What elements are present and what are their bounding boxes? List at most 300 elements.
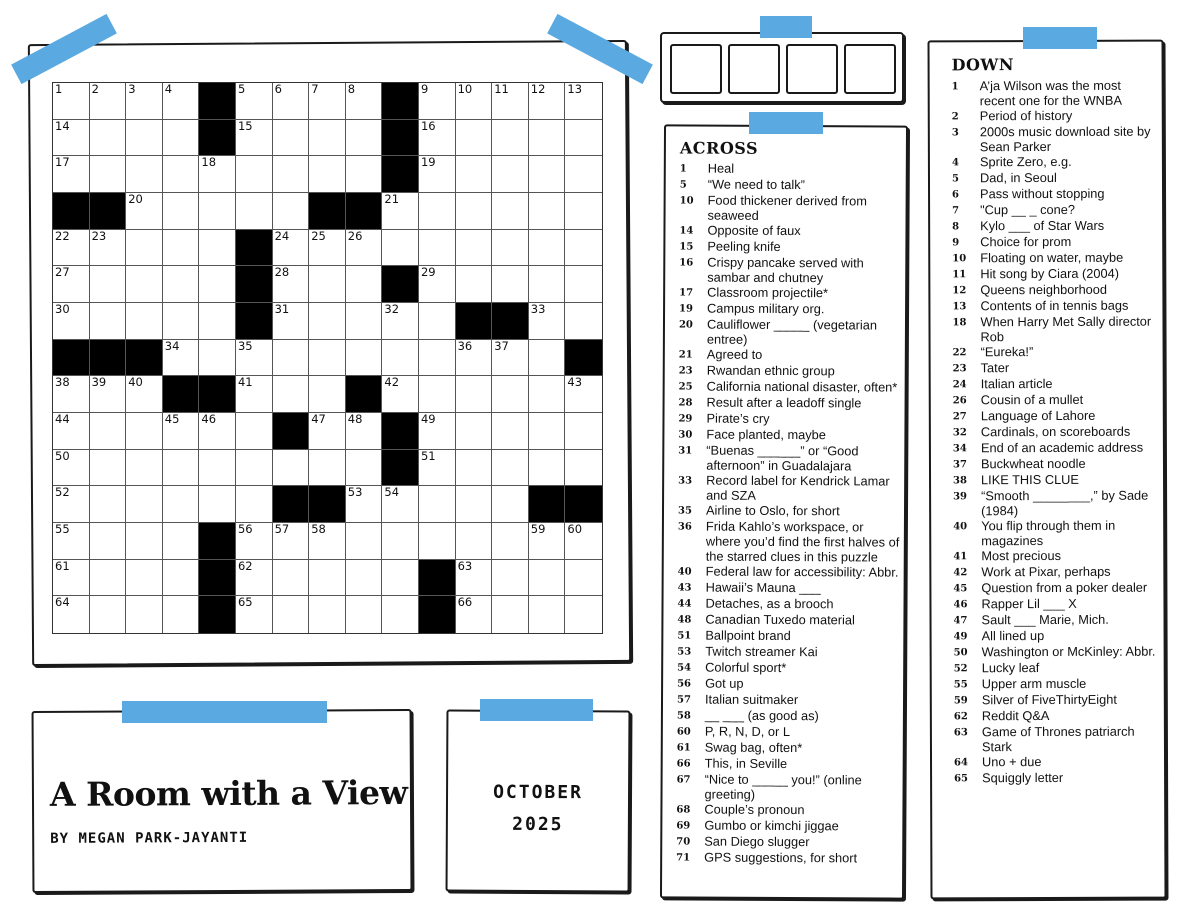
down-clue[interactable] xyxy=(953,564,1158,581)
grid-cell[interactable] xyxy=(163,83,200,120)
across-clue[interactable] xyxy=(678,563,900,580)
across-clue[interactable] xyxy=(679,362,901,379)
down-clue[interactable] xyxy=(954,724,1159,755)
grid-cell[interactable] xyxy=(529,193,566,230)
grid-cell[interactable] xyxy=(346,340,383,377)
grid-cell[interactable] xyxy=(90,230,127,267)
puzzle-byline: BY MEGAN PARK-JAYANTI xyxy=(50,829,249,847)
grid-cell[interactable] xyxy=(346,156,383,193)
grid-cell[interactable] xyxy=(236,156,273,193)
down-clue[interactable] xyxy=(953,408,1158,425)
down-clue[interactable] xyxy=(954,660,1159,677)
grid-cell[interactable] xyxy=(126,376,163,413)
grid-cell[interactable] xyxy=(90,596,127,633)
grid-cell[interactable] xyxy=(492,596,529,633)
grid-cell[interactable] xyxy=(309,450,346,487)
grid-cell[interactable] xyxy=(529,156,566,193)
down-clue[interactable] xyxy=(952,170,1157,187)
grid-cell[interactable] xyxy=(419,156,456,193)
grid-cell[interactable] xyxy=(163,120,200,157)
grid-cell[interactable] xyxy=(492,120,529,157)
grid-cell[interactable] xyxy=(529,303,566,340)
grid-cell[interactable] xyxy=(53,450,90,487)
down-clue-list xyxy=(952,78,1159,787)
grid-cell[interactable] xyxy=(309,303,346,340)
down-clue[interactable] xyxy=(954,770,1159,787)
grid-cell[interactable] xyxy=(53,560,90,597)
grid-cell[interactable] xyxy=(126,450,163,487)
grid-cell[interactable] xyxy=(346,303,383,340)
grid-cell[interactable] xyxy=(163,560,200,597)
grid-cell[interactable] xyxy=(529,376,566,413)
grid-cell[interactable] xyxy=(346,523,383,560)
grid-cell[interactable] xyxy=(273,523,310,560)
cell-number: 50 xyxy=(55,448,70,463)
down-clue[interactable] xyxy=(954,644,1159,661)
across-clue[interactable] xyxy=(680,176,902,193)
grid-cell[interactable] xyxy=(529,560,566,597)
across-clue[interactable] xyxy=(677,643,899,660)
cell-number: 56 xyxy=(237,522,253,536)
answer-box[interactable] xyxy=(670,44,722,94)
grid-cell[interactable] xyxy=(90,303,127,340)
across-clue[interactable] xyxy=(680,192,902,223)
grid-cell[interactable] xyxy=(419,450,456,487)
grid-cell[interactable] xyxy=(236,560,273,597)
grid-cell[interactable] xyxy=(163,450,200,487)
grid-cell[interactable] xyxy=(163,303,200,340)
grid-cell[interactable] xyxy=(456,486,493,523)
grid-cell[interactable] xyxy=(90,376,127,413)
grid-cell[interactable] xyxy=(529,120,566,157)
grid-cell[interactable] xyxy=(163,413,200,450)
clue-text: P, R, N, D, or L xyxy=(704,723,790,740)
grid-cell[interactable] xyxy=(273,120,310,157)
grid-cell[interactable] xyxy=(199,450,236,487)
across-clue[interactable] xyxy=(679,300,901,317)
down-clue[interactable] xyxy=(954,628,1159,645)
across-clue[interactable] xyxy=(677,723,899,740)
black-square xyxy=(90,193,127,230)
grid-cell[interactable] xyxy=(163,156,200,193)
grid-cell[interactable] xyxy=(163,596,200,633)
grid-cell[interactable] xyxy=(126,523,163,560)
across-clue[interactable] xyxy=(676,801,898,818)
grid-cell[interactable] xyxy=(126,413,163,450)
grid-cell[interactable] xyxy=(565,450,602,487)
grid-cell[interactable] xyxy=(309,413,346,450)
across-clue[interactable] xyxy=(678,442,900,473)
grid-cell[interactable] xyxy=(126,266,163,303)
grid-cell[interactable] xyxy=(346,450,383,487)
grid-cell[interactable] xyxy=(456,560,493,597)
grid-cell[interactable] xyxy=(163,523,200,560)
grid-cell[interactable] xyxy=(492,230,529,267)
grid-cell[interactable] xyxy=(309,340,346,377)
grid-cell[interactable] xyxy=(236,450,273,487)
across-clue[interactable] xyxy=(678,502,900,519)
grid-cell[interactable] xyxy=(126,193,163,230)
clue-text: Contents of in tennis bags xyxy=(980,297,1129,314)
down-clue[interactable] xyxy=(953,376,1158,393)
down-clue[interactable] xyxy=(952,124,1157,155)
grid-cell[interactable] xyxy=(492,156,529,193)
grid-cell[interactable] xyxy=(456,376,493,413)
grid-cell[interactable] xyxy=(382,560,419,597)
grid-cell[interactable] xyxy=(565,413,602,450)
grid-cell[interactable] xyxy=(126,303,163,340)
grid-cell[interactable] xyxy=(309,596,346,633)
grid-cell[interactable] xyxy=(419,193,456,230)
grid-cell[interactable] xyxy=(346,83,383,120)
across-clue[interactable] xyxy=(677,691,899,708)
grid-cell[interactable] xyxy=(529,83,566,120)
black-square xyxy=(346,376,383,413)
grid-cell[interactable] xyxy=(126,486,163,523)
grid-cell[interactable] xyxy=(126,596,163,633)
grid-cell[interactable] xyxy=(273,266,310,303)
grid-cell[interactable] xyxy=(90,486,127,523)
down-clue[interactable] xyxy=(952,266,1157,283)
grid-cell[interactable] xyxy=(456,266,493,303)
down-clue[interactable] xyxy=(954,692,1159,709)
grid-cell[interactable] xyxy=(236,193,273,230)
grid-cell[interactable] xyxy=(529,230,566,267)
cell-number: 36 xyxy=(457,338,473,353)
down-clue[interactable] xyxy=(952,154,1157,171)
grid-cell[interactable] xyxy=(419,266,456,303)
grid-cell[interactable] xyxy=(90,560,127,597)
grid-cell[interactable] xyxy=(565,193,602,230)
grid-cell[interactable] xyxy=(565,156,602,193)
grid-cell[interactable] xyxy=(382,486,419,523)
grid-cell[interactable] xyxy=(90,156,127,193)
grid-cell[interactable] xyxy=(492,193,529,230)
across-clue[interactable] xyxy=(677,611,899,628)
grid-cell[interactable] xyxy=(199,156,236,193)
grid-cell[interactable] xyxy=(309,560,346,597)
across-clue[interactable] xyxy=(678,410,900,427)
grid-cell[interactable] xyxy=(565,230,602,267)
across-clue[interactable] xyxy=(679,394,901,411)
grid-cell[interactable] xyxy=(126,120,163,157)
grid-cell[interactable] xyxy=(273,560,310,597)
grid-cell[interactable] xyxy=(382,303,419,340)
down-clue[interactable] xyxy=(953,518,1158,549)
clue-number: 35 xyxy=(677,505,692,517)
down-clue[interactable] xyxy=(953,612,1158,629)
grid-cell[interactable] xyxy=(273,230,310,267)
grid-cell[interactable] xyxy=(492,413,529,450)
grid-cell[interactable] xyxy=(53,596,90,633)
grid-cell[interactable] xyxy=(456,83,493,120)
date-month: OCTOBER xyxy=(493,781,584,804)
across-clue[interactable] xyxy=(677,739,899,756)
grid-cell[interactable] xyxy=(309,230,346,267)
grid-cell[interactable] xyxy=(492,83,529,120)
grid-cell[interactable] xyxy=(529,340,566,377)
across-clue[interactable] xyxy=(679,238,901,255)
grid-cell[interactable] xyxy=(53,376,90,413)
grid-cell[interactable] xyxy=(163,266,200,303)
grid-cell[interactable] xyxy=(529,450,566,487)
down-clue[interactable] xyxy=(953,548,1158,565)
grid-cell[interactable] xyxy=(456,450,493,487)
grid-cell[interactable] xyxy=(163,340,200,377)
grid-cell[interactable] xyxy=(382,523,419,560)
down-clue[interactable] xyxy=(954,676,1159,693)
grid-cell[interactable] xyxy=(53,523,90,560)
grid-cell[interactable] xyxy=(199,413,236,450)
across-clue[interactable] xyxy=(679,346,901,363)
clue-number: 64 xyxy=(954,757,968,769)
cell-number: 15 xyxy=(237,118,253,133)
grid-cell[interactable] xyxy=(309,120,346,157)
down-clue[interactable] xyxy=(952,186,1157,203)
grid-cell[interactable] xyxy=(346,413,383,450)
grid-cell[interactable] xyxy=(309,266,346,303)
grid-cell[interactable] xyxy=(309,376,346,413)
grid-cell[interactable] xyxy=(53,120,90,157)
grid-cell[interactable] xyxy=(53,230,90,267)
clue-text: Kylo ___ of Star Wars xyxy=(980,217,1105,234)
grid-cell[interactable] xyxy=(236,120,273,157)
grid-cell[interactable] xyxy=(53,156,90,193)
down-clue[interactable] xyxy=(952,108,1157,125)
down-clue[interactable] xyxy=(952,298,1157,315)
grid-cell[interactable] xyxy=(529,413,566,450)
grid-cell[interactable] xyxy=(492,340,529,377)
grid-cell[interactable] xyxy=(419,120,456,157)
grid-cell[interactable] xyxy=(565,376,602,413)
grid-cell[interactable] xyxy=(456,156,493,193)
grid-cell[interactable] xyxy=(529,266,566,303)
clue-number: 31 xyxy=(678,445,693,457)
grid-cell[interactable] xyxy=(565,523,602,560)
grid-cell[interactable] xyxy=(346,120,383,157)
down-clue[interactable] xyxy=(954,708,1159,725)
grid-cell[interactable] xyxy=(90,266,127,303)
cell-number: 49 xyxy=(420,412,436,426)
down-clue[interactable] xyxy=(952,234,1157,251)
down-clue[interactable] xyxy=(952,218,1157,235)
grid-cell[interactable] xyxy=(456,230,493,267)
tape-strip xyxy=(749,112,823,134)
answer-box[interactable] xyxy=(786,44,838,94)
grid-cell[interactable] xyxy=(53,486,90,523)
across-clue[interactable] xyxy=(676,817,898,834)
grid-cell[interactable] xyxy=(273,303,310,340)
grid-cell[interactable] xyxy=(273,450,310,487)
down-clue[interactable] xyxy=(953,424,1158,441)
grid-cell[interactable] xyxy=(309,156,346,193)
grid-cell[interactable] xyxy=(53,303,90,340)
cell-number: 48 xyxy=(347,412,363,426)
grid-cell[interactable] xyxy=(419,486,456,523)
grid-cell[interactable] xyxy=(529,523,566,560)
grid-cell[interactable] xyxy=(273,376,310,413)
grid-cell[interactable] xyxy=(53,413,90,450)
grid-cell[interactable] xyxy=(419,230,456,267)
down-clue[interactable] xyxy=(952,314,1157,345)
grid-cell[interactable] xyxy=(456,596,493,633)
grid-cell[interactable] xyxy=(346,560,383,597)
grid-cell[interactable] xyxy=(382,230,419,267)
across-clue[interactable] xyxy=(678,579,900,596)
grid-cell[interactable] xyxy=(53,266,90,303)
grid-cell[interactable] xyxy=(236,596,273,633)
grid-cell[interactable] xyxy=(456,120,493,157)
grid-cell[interactable] xyxy=(273,83,310,120)
grid-cell[interactable] xyxy=(236,83,273,120)
grid-cell[interactable] xyxy=(199,340,236,377)
grid-cell[interactable] xyxy=(273,596,310,633)
across-clue[interactable] xyxy=(677,627,899,644)
grid-cell[interactable] xyxy=(199,230,236,267)
grid-cell[interactable] xyxy=(492,450,529,487)
across-clue[interactable] xyxy=(679,378,901,395)
clue-text: Dad, in Seoul xyxy=(979,169,1057,186)
across-clue[interactable] xyxy=(676,771,898,802)
grid-cell[interactable] xyxy=(456,413,493,450)
across-clue[interactable] xyxy=(678,518,900,564)
grid-cell[interactable] xyxy=(456,523,493,560)
grid-cell[interactable] xyxy=(126,156,163,193)
grid-cell[interactable] xyxy=(565,303,602,340)
grid-cell[interactable] xyxy=(90,450,127,487)
grid-cell[interactable] xyxy=(90,523,127,560)
clue-text: Frida Kahlo’s workspace, or where you’d find the first halves of the starred clues in this puzzle xyxy=(705,518,900,565)
grid-cell[interactable] xyxy=(53,83,90,120)
down-clue[interactable] xyxy=(952,202,1157,219)
clue-text: Got up xyxy=(705,675,744,691)
grid-cell[interactable] xyxy=(382,376,419,413)
grid-cell[interactable] xyxy=(382,340,419,377)
grid-cell[interactable] xyxy=(492,523,529,560)
date-card xyxy=(446,710,631,893)
grid-cell[interactable] xyxy=(273,340,310,377)
grid-cell[interactable] xyxy=(346,596,383,633)
grid-cell[interactable] xyxy=(565,83,602,120)
grid-cell[interactable] xyxy=(163,486,200,523)
down-clue[interactable] xyxy=(953,596,1158,613)
down-clue[interactable] xyxy=(953,344,1158,361)
answer-box[interactable] xyxy=(728,44,780,94)
grid-cell[interactable] xyxy=(419,376,456,413)
grid-cell[interactable] xyxy=(199,266,236,303)
down-clue[interactable] xyxy=(952,78,1157,109)
grid-cell[interactable] xyxy=(419,83,456,120)
down-clue[interactable] xyxy=(953,440,1158,457)
grid-cell[interactable] xyxy=(163,230,200,267)
across-clue[interactable] xyxy=(677,595,899,612)
across-clue[interactable] xyxy=(677,707,899,724)
across-clue[interactable] xyxy=(678,426,900,443)
across-clue[interactable] xyxy=(679,254,901,285)
grid-cell[interactable] xyxy=(273,156,310,193)
clue-number: 17 xyxy=(679,287,694,299)
grid-cell[interactable] xyxy=(90,120,127,157)
down-clue[interactable] xyxy=(953,392,1158,409)
grid-cell[interactable] xyxy=(90,413,127,450)
grid-cell[interactable] xyxy=(236,340,273,377)
across-clue[interactable] xyxy=(677,755,899,772)
grid-cell[interactable] xyxy=(199,486,236,523)
grid-cell[interactable] xyxy=(382,596,419,633)
grid-cell[interactable] xyxy=(529,596,566,633)
grid-cell[interactable] xyxy=(565,560,602,597)
down-panel xyxy=(928,40,1167,900)
grid-cell[interactable] xyxy=(565,596,602,633)
across-clue[interactable] xyxy=(679,316,901,347)
grid-cell[interactable] xyxy=(309,523,346,560)
grid-cell[interactable] xyxy=(126,230,163,267)
grid-cell[interactable] xyxy=(419,413,456,450)
clue-number: 20 xyxy=(678,319,693,331)
grid-cell[interactable] xyxy=(382,193,419,230)
down-clue[interactable] xyxy=(953,472,1158,489)
grid-cell[interactable] xyxy=(346,486,383,523)
grid-cell[interactable] xyxy=(565,266,602,303)
across-clue[interactable] xyxy=(677,675,899,692)
down-clue[interactable] xyxy=(954,754,1159,771)
grid-cell[interactable] xyxy=(90,83,127,120)
down-clue[interactable] xyxy=(952,250,1157,267)
grid-cell[interactable] xyxy=(199,303,236,340)
grid-cell[interactable] xyxy=(236,413,273,450)
grid-cell[interactable] xyxy=(492,376,529,413)
across-clue[interactable] xyxy=(678,472,900,503)
grid-cell[interactable] xyxy=(456,340,493,377)
grid-cell[interactable] xyxy=(309,83,346,120)
grid-cell[interactable] xyxy=(236,376,273,413)
grid-cell[interactable] xyxy=(199,193,236,230)
clue-text: Hit song by Ciara (2004) xyxy=(980,265,1120,282)
across-clue[interactable] xyxy=(679,284,901,301)
grid-cell[interactable] xyxy=(126,83,163,120)
grid-cell[interactable] xyxy=(456,193,493,230)
answer-box[interactable] xyxy=(844,44,896,94)
down-clue[interactable] xyxy=(953,360,1158,377)
down-clue[interactable] xyxy=(953,456,1158,473)
down-clue[interactable] xyxy=(953,488,1158,519)
across-clue[interactable] xyxy=(679,222,901,239)
grid-cell[interactable] xyxy=(236,486,273,523)
grid-cell[interactable] xyxy=(565,120,602,157)
down-clue[interactable] xyxy=(953,580,1158,597)
grid-cell[interactable] xyxy=(492,266,529,303)
clue-number: 2 xyxy=(951,111,959,123)
across-clue[interactable] xyxy=(676,849,898,866)
across-clue[interactable] xyxy=(680,160,902,177)
grid-cell[interactable] xyxy=(273,193,310,230)
across-clue[interactable] xyxy=(676,833,898,850)
grid-cell[interactable] xyxy=(346,230,383,267)
grid-cell[interactable] xyxy=(492,560,529,597)
clue-text: Detaches, as a brooch xyxy=(705,595,834,612)
grid-cell[interactable] xyxy=(236,523,273,560)
grid-cell[interactable] xyxy=(419,340,456,377)
grid-cell[interactable] xyxy=(126,560,163,597)
grid-cell[interactable] xyxy=(419,303,456,340)
grid-cell[interactable] xyxy=(419,523,456,560)
grid-cell[interactable] xyxy=(163,193,200,230)
grid-cell[interactable] xyxy=(492,486,529,523)
down-clue[interactable] xyxy=(952,282,1157,299)
across-clue[interactable] xyxy=(677,659,899,676)
cell-number: 60 xyxy=(567,522,583,536)
grid-cell[interactable] xyxy=(346,266,383,303)
